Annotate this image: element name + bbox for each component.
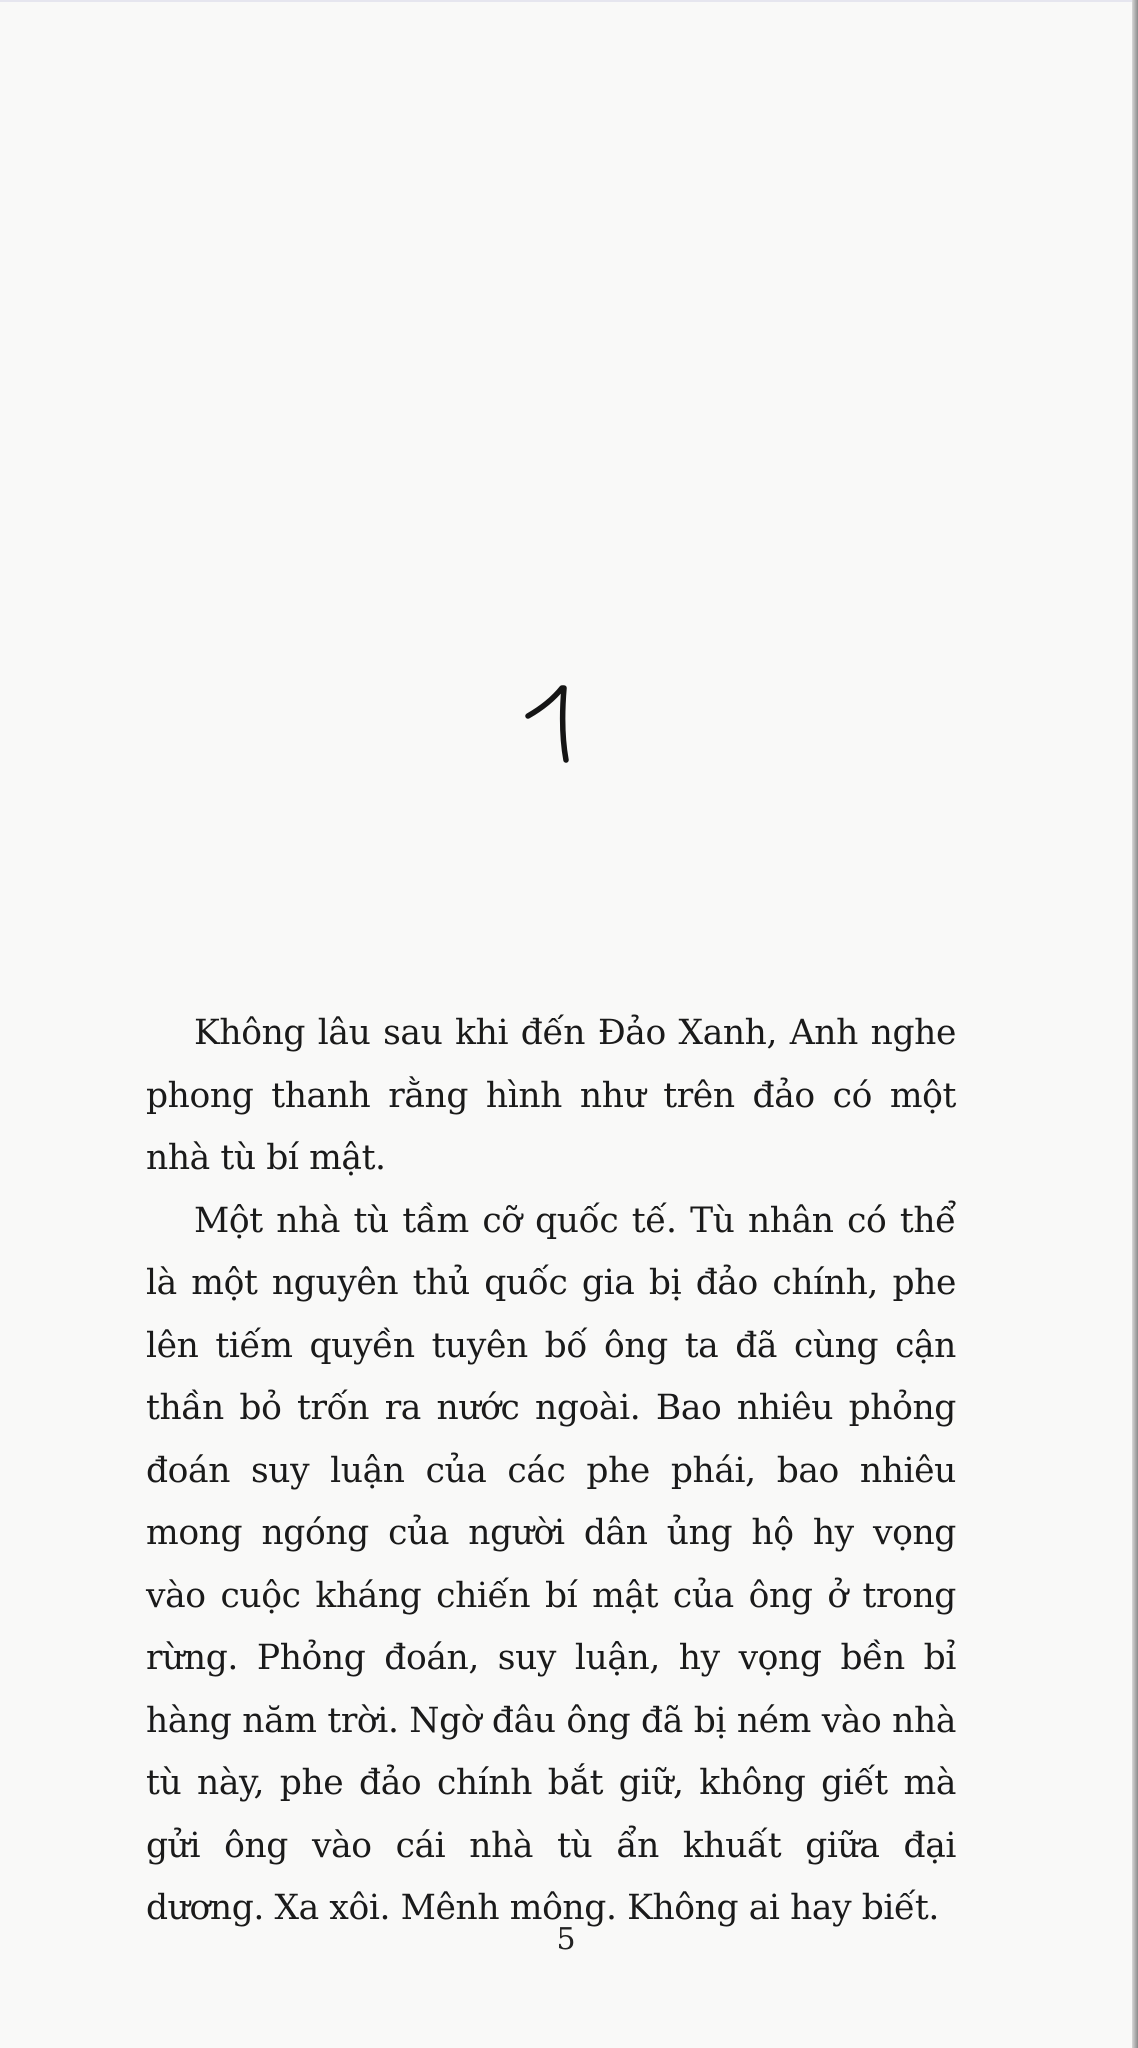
paragraph-2: Một nhà tù tầm cỡ quốc tế. Tù nhân có thể là một nguyên thủ quốc gia bị đảo chính, phe lên tiếm quyền tuyên bố ông ta đã cùng cận thần bỏ trốn ra nước ngoài. Bao nhiêu phỏng đoán suy luận của các phe phái, bao nhiêu mong ngóng của người dân ủng hộ hy vọng vào cuộc kháng chiến bí mật của ông ở trong rừng. Phỏng đoán, suy luận, hy vọng bền bỉ hàng năm trời. Ngờ đâu ông đã bị ném vào nhà tù này, phe đảo chính bắt giữ, không giết mà gửi ông vào cái nhà tù ẩn khuất giữa đại dương. Xa xôi. Mênh mông. Không ai hay biết.: [146, 1200, 956, 1928]
chapter-body: [146, 1002, 956, 1940]
page-edge-shadow: [1132, 0, 1138, 2048]
page-number: 5: [556, 1922, 576, 1957]
chapter-number-handwritten: [520, 682, 600, 782]
paragraph-1: Không lâu sau khi đến Đảo Xanh, Anh nghe phong thanh rằng hình như trên đảo có một nhà tù bí mật.: [146, 1013, 956, 1178]
